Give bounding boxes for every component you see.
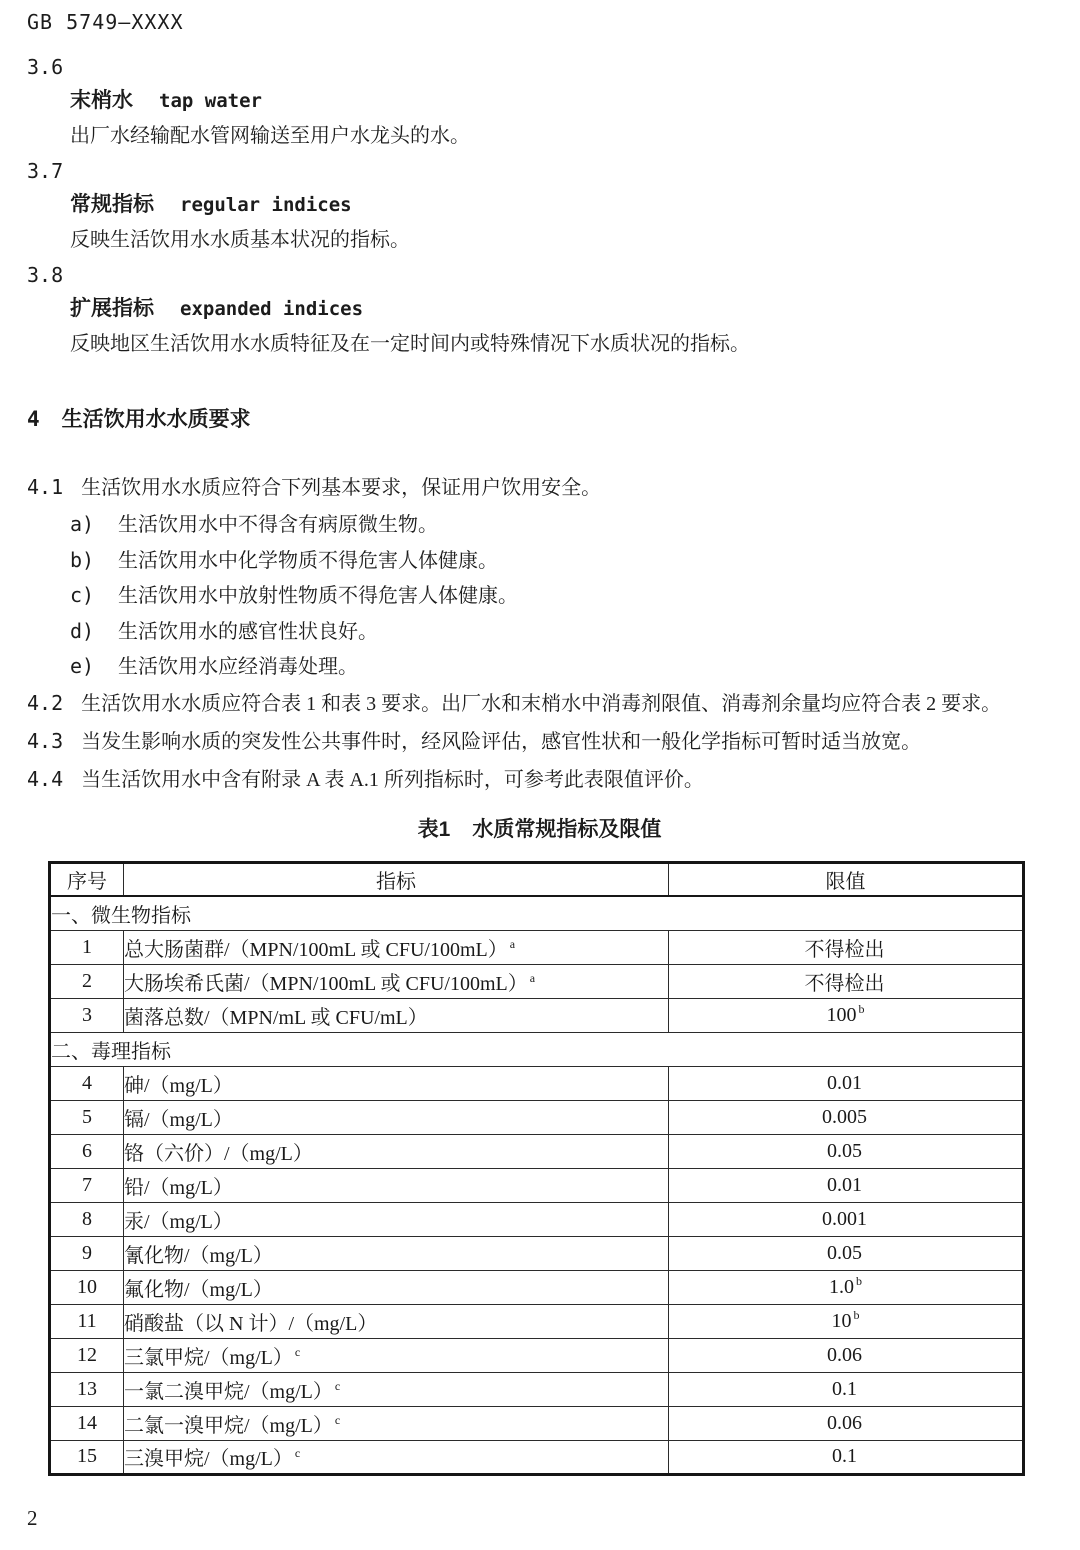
list-item <box>70 649 1052 685</box>
limit-cell <box>669 1236 1024 1270</box>
row-number: 6 <box>50 1134 124 1168</box>
table-row <box>50 1338 1024 1372</box>
page-number: 2 <box>27 1506 38 1530</box>
footnote-mark: c <box>294 1446 301 1461</box>
table-caption <box>27 815 1052 845</box>
limit-cell <box>669 1100 1024 1134</box>
row-number: 2 <box>50 964 124 998</box>
group-label: 一、微生物指标 <box>50 896 1024 930</box>
clause-4-2 <box>27 685 1052 723</box>
limit-cell <box>669 1202 1024 1236</box>
indicator-cell <box>124 1168 669 1202</box>
clause-text: 当发生影响水质的突发性公共事件时，经风险评估，感官性状和一般化学指标可暂时适当放宽。 <box>81 730 922 753</box>
water-quality-indices-table <box>48 861 1025 1476</box>
indicator-cell <box>124 1304 669 1338</box>
term-line <box>70 189 1052 221</box>
indicator-cell <box>124 1134 669 1168</box>
table-row <box>50 1236 1024 1270</box>
table-row <box>50 1270 1024 1304</box>
indicator-cell <box>124 1202 669 1236</box>
header-limit: 限值 <box>669 862 1024 896</box>
definition-3-7 <box>27 158 1052 256</box>
table-row <box>50 1202 1024 1236</box>
limit-text: 10 <box>831 1309 852 1332</box>
row-number: 11 <box>50 1304 124 1338</box>
row-number: 9 <box>50 1236 124 1270</box>
section-number: 4 <box>27 407 40 431</box>
indicator-text: 铅/（mg/L） <box>124 1176 233 1199</box>
row-number: 4 <box>50 1066 124 1100</box>
indicator-text: 大肠埃希氏菌/（MPN/100mL 或 CFU/100mL） <box>124 972 528 995</box>
clause-number: 3.6 <box>27 55 64 79</box>
limit-text: 0.1 <box>832 1377 857 1400</box>
item-text: 生活饮用水中化学物质不得危害人体健康。 <box>118 549 498 572</box>
row-number: 12 <box>50 1338 124 1372</box>
indicator-cell <box>124 1100 669 1134</box>
indicator-text: 一氯二溴甲烷/（mg/L） <box>124 1380 333 1403</box>
table-row <box>50 1304 1024 1338</box>
indicator-text: 铬（六价）/（mg/L） <box>124 1142 313 1165</box>
definition-text: 出厂水经输配水管网输送至用户水龙头的水。 <box>70 125 470 147</box>
table-row <box>50 998 1024 1032</box>
limit-text: 0.001 <box>822 1207 867 1230</box>
limit-text: 不得检出 <box>804 972 885 995</box>
item-text: 生活饮用水中放射性物质不得危害人体健康。 <box>118 585 518 607</box>
indicator-cell <box>124 1270 669 1304</box>
row-number: 3 <box>50 998 124 1032</box>
footnote-mark: c <box>334 1412 341 1427</box>
footnote-mark: b <box>858 1001 865 1016</box>
row-number: 13 <box>50 1372 124 1406</box>
indicator-text: 总大肠菌群/（MPN/100mL 或 CFU/100mL） <box>124 938 508 961</box>
indicator-cell <box>124 1338 669 1372</box>
limit-cell <box>669 1270 1024 1304</box>
clause-4-3 <box>27 723 1052 761</box>
clause-number: 4.4 <box>27 766 64 791</box>
row-number: 1 <box>50 930 124 964</box>
limit-text: 0.01 <box>827 1071 862 1094</box>
limit-text: 100 <box>826 1003 857 1026</box>
definition-3-8 <box>27 262 1052 360</box>
header-indicator: 指标 <box>124 862 669 896</box>
definition-text: 反映生活饮用水水质基本状况的指标。 <box>70 229 410 251</box>
table-row <box>50 1406 1024 1440</box>
definition-text: 反映地区生活饮用水水质特征及在一定时间内或特殊情况下水质状况的指标。 <box>70 333 750 355</box>
row-number: 10 <box>50 1270 124 1304</box>
limit-cell <box>669 1338 1024 1372</box>
limit-text: 不得检出 <box>804 938 885 961</box>
row-number: 8 <box>50 1202 124 1236</box>
limit-cell <box>669 964 1024 998</box>
table-row <box>50 1066 1024 1100</box>
section-title: 生活饮用水水质要求 <box>61 408 251 431</box>
limit-cell <box>669 1134 1024 1168</box>
table-row <box>50 1100 1024 1134</box>
clause-text: 生活饮用水水质应符合下列基本要求，保证用户饮用安全。 <box>81 477 602 499</box>
table-body <box>50 896 1024 1474</box>
clause-number: 4.3 <box>27 728 64 753</box>
indicator-text: 砷/（mg/L） <box>124 1074 233 1097</box>
footnote-mark: c <box>294 1344 301 1359</box>
item-text: 生活饮用水应经消毒处理。 <box>118 656 358 678</box>
section-4-heading <box>27 404 1052 435</box>
indicator-cell <box>124 1406 669 1440</box>
term-en: expanded indices <box>180 298 364 320</box>
term-line <box>70 293 1052 325</box>
indicator-text: 二氯一溴甲烷/（mg/L） <box>124 1414 333 1437</box>
definition-3-6 <box>27 54 1052 152</box>
limit-text: 0.06 <box>827 1343 862 1366</box>
item-text: 生活饮用水的感官性状良好。 <box>118 620 378 643</box>
table-row <box>50 964 1024 998</box>
table-header-row <box>50 862 1024 896</box>
limit-text: 0.01 <box>827 1173 862 1196</box>
indicator-cell <box>124 1372 669 1406</box>
indicator-cell <box>124 964 669 998</box>
term-zh: 末梢水 <box>70 89 133 112</box>
list-item <box>70 578 1052 614</box>
limit-text: 0.06 <box>827 1411 862 1434</box>
limit-cell <box>669 998 1024 1032</box>
footnote-mark: a <box>529 970 536 985</box>
footnote-mark: b <box>856 1273 862 1288</box>
limit-cell <box>669 1406 1024 1440</box>
table-row <box>50 1134 1024 1168</box>
clause-4-1 <box>27 469 1052 507</box>
header-serial: 序号 <box>50 862 124 896</box>
term-line <box>70 85 1052 117</box>
group-row <box>50 896 1024 930</box>
table-caption-label: 表1 <box>417 817 451 841</box>
clause-text: 当生活饮用水中含有附录 A 表 A.1 所列指标时，可参考此表限值评价。 <box>81 768 704 791</box>
table-row <box>50 930 1024 964</box>
indicator-text: 镉/（mg/L） <box>124 1108 233 1131</box>
row-number: 15 <box>50 1440 124 1474</box>
indicator-text: 三氯甲烷/（mg/L） <box>124 1346 293 1369</box>
table-row <box>50 1440 1024 1474</box>
limit-cell <box>669 1066 1024 1100</box>
limit-text: 0.05 <box>827 1241 862 1264</box>
clause-number: 3.7 <box>27 159 64 183</box>
group-label: 二、毒理指标 <box>50 1032 1024 1066</box>
term-en: tap water <box>159 90 262 112</box>
term-zh: 常规指标 <box>70 193 154 216</box>
indicator-text: 三溴甲烷/（mg/L） <box>124 1448 293 1470</box>
list-item <box>70 614 1052 650</box>
list-item <box>70 543 1052 579</box>
indicator-cell <box>124 1440 669 1474</box>
table-row <box>50 1168 1024 1202</box>
requirement-list <box>70 507 1052 685</box>
footnote-mark: b <box>853 1307 860 1322</box>
standard-number-header: GB 5749—XXXX <box>27 10 184 34</box>
indicator-cell <box>124 930 669 964</box>
limit-text: 0.1 <box>832 1445 857 1467</box>
table-row <box>50 1372 1024 1406</box>
limit-text: 0.05 <box>827 1139 862 1162</box>
list-item <box>70 507 1052 543</box>
row-number: 7 <box>50 1168 124 1202</box>
row-number: 5 <box>50 1100 124 1134</box>
item-label: c) <box>70 583 95 607</box>
clause-4-4 <box>27 761 1052 799</box>
clause-number: 4.2 <box>27 690 64 715</box>
indicator-text: 氟化物/（mg/L） <box>124 1278 273 1301</box>
limit-cell <box>669 1304 1024 1338</box>
limit-cell <box>669 1168 1024 1202</box>
item-label: a) <box>70 512 95 536</box>
limit-text: 1.0 <box>829 1275 854 1298</box>
term-en: regular indices <box>180 194 352 216</box>
footnote-mark: a <box>509 936 516 951</box>
row-number: 14 <box>50 1406 124 1440</box>
term-zh: 扩展指标 <box>70 297 154 320</box>
indicator-text: 菌落总数/（MPN/mL 或 CFU/mL） <box>124 1006 428 1029</box>
limit-cell <box>669 1440 1024 1474</box>
clause-number: 4.1 <box>27 475 64 499</box>
indicator-text: 汞/（mg/L） <box>124 1210 233 1233</box>
item-label: e) <box>70 654 95 678</box>
item-label: b) <box>70 547 95 572</box>
limit-cell <box>669 930 1024 964</box>
clause-text: 生活饮用水水质应符合表 1 和表 3 要求。出厂水和末梢水中消毒剂限值、消毒剂余量均应符合表 2 要求。 <box>81 692 1002 715</box>
table-caption-title: 水质常规指标及限值 <box>472 817 662 841</box>
group-row <box>50 1032 1024 1066</box>
item-text: 生活饮用水中不得含有病原微生物。 <box>118 514 438 536</box>
limit-text: 0.005 <box>822 1105 867 1128</box>
footnote-mark: c <box>334 1378 341 1393</box>
limit-cell <box>669 1372 1024 1406</box>
clause-number: 3.8 <box>27 263 64 287</box>
indicator-cell <box>124 1066 669 1100</box>
indicator-text: 硝酸盐（以 N 计）/（mg/L） <box>124 1312 378 1335</box>
indicator-cell <box>124 1236 669 1270</box>
item-label: d) <box>70 618 95 643</box>
table-header <box>50 862 1024 896</box>
indicator-text: 氰化物/（mg/L） <box>124 1244 273 1267</box>
indicator-cell <box>124 998 669 1032</box>
